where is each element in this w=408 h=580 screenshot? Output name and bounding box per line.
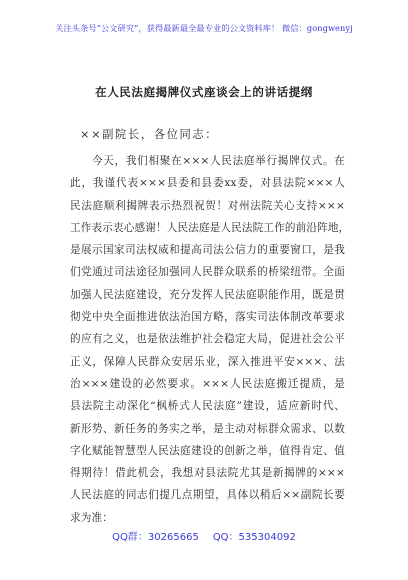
qq-number: QQ：535304092 xyxy=(212,532,296,543)
paragraph-line: 求为准： xyxy=(70,511,113,524)
paragraph-line: 彻党中央全面推进依法治国方略，落实司法体制改革要求 xyxy=(70,311,345,324)
footer-contact xyxy=(0,528,408,543)
paragraph-line: 得期待！借此机会，我想对县法院尤其是新揭牌的××× xyxy=(70,467,345,480)
paragraph-line: 是展示国家司法权威和提高司法公信力的重要窗口，是我 xyxy=(70,244,345,257)
paragraph-line: 民法庭顺利揭牌表示热烈祝贺！对州法院关心支持××× xyxy=(70,199,345,212)
qq-group-number: QQ群：30265665 xyxy=(112,532,199,543)
paragraph-line: 们党通过司法途径加强同人民群众联系的桥梁纽带。全面 xyxy=(70,266,345,279)
paragraph-line: 今天，我们相聚在×××人民法庭举行揭牌仪式。在 xyxy=(92,155,345,167)
promo-banner: 关注头条号“公文研究”，获得最新最全最专业的公文资料库！ 微信：gongwenyj xyxy=(55,23,353,33)
paragraph-line: 县法院主动深化“枫桥式人民法庭”建设，适应新时代、 xyxy=(70,400,345,413)
paragraph-line: 正义，保障人民群众安居乐业，深入推进平安×××、法 xyxy=(70,355,345,368)
paragraph-line: 加强人民法庭建设，充分发挥人民法庭职能作用，既是贯 xyxy=(70,288,345,301)
paragraph-line: 的应有之义，也是依法维护社会稳定大局，促进社会公平 xyxy=(70,333,345,346)
paragraph-line: 治×××建设的必然要求。×××人民法庭搬迁提质，是 xyxy=(70,377,345,390)
paragraph-line: 字化赋能智慧型人民法庭建设的创新之举，值得肯定、值 xyxy=(70,444,345,457)
paragraph-line: 新形势、新任务的务实之举，是主动对标群众需求、以数 xyxy=(70,422,345,435)
paragraph-line: 工作表示衷心感谢！人民法庭是人民法院工作的前沿阵地， xyxy=(70,221,350,234)
body-paragraph xyxy=(70,150,350,529)
paragraph-line: 此，我谨代表×××县委和县委xx委，对县法院×××人 xyxy=(70,177,345,190)
paragraph-line: 人民法庭的同志们提几点期望，具体以稍后××副院长要 xyxy=(70,489,345,502)
salutation: ××副院长，各位同志： xyxy=(80,128,219,141)
document-title: 在人民法庭揭牌仪式座谈会上的讲话提纲 xyxy=(95,85,313,99)
